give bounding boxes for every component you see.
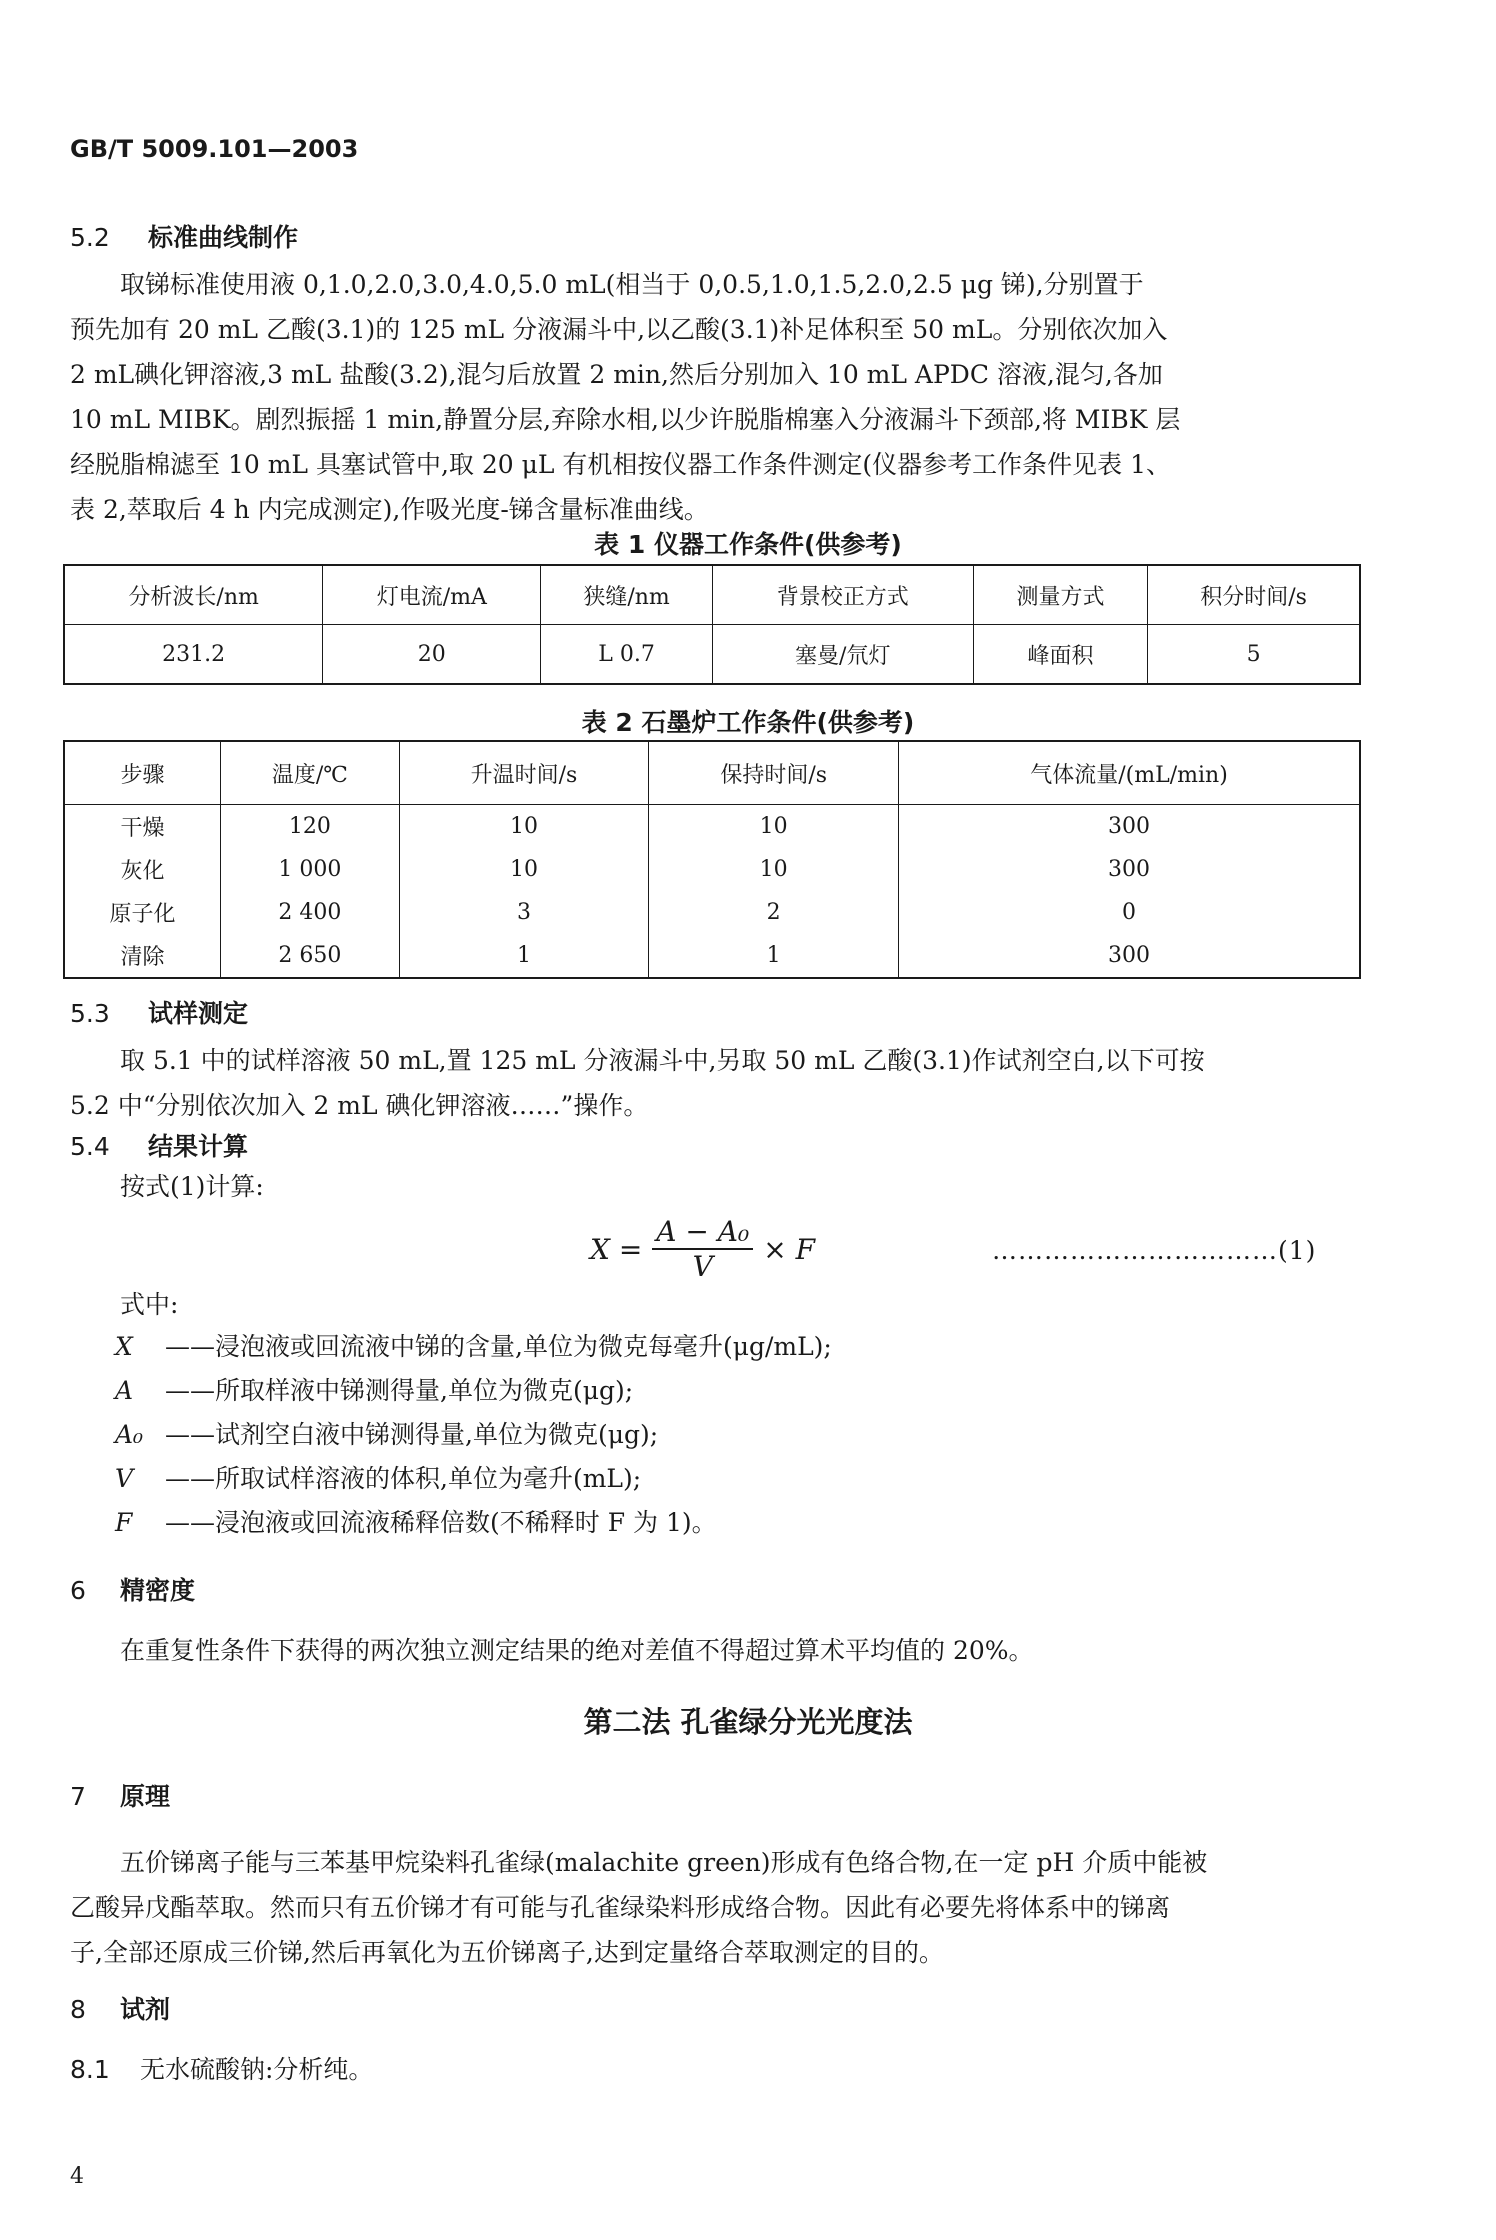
- symbol-description: ——浸泡液或回流液中锑的含量,单位为微克每毫升(μg/mL);: [165, 1332, 832, 1361]
- section-number: 5.3: [70, 999, 110, 1028]
- table-row: [64, 891, 1360, 934]
- section-title: 试剂: [120, 1995, 171, 2024]
- symbol: A: [115, 1376, 134, 1405]
- formula-rhs: × F: [763, 1232, 816, 1266]
- symbol-description: ——浸泡液或回流液稀释倍数(不稀释时 F 为 1)。: [165, 1508, 717, 1537]
- table-cell: 300: [899, 848, 1360, 891]
- text-line: 10 mL MIBK。剧烈振摇 1 min,静置分层,弃除水相,以少许脱脂棉塞入分液漏斗下颈部,将 MIBK 层: [70, 405, 1181, 434]
- section-number: 6: [70, 1576, 86, 1605]
- paragraph-8-1: [70, 2047, 373, 2092]
- section-title: 精密度: [120, 1576, 196, 1605]
- table-cell: 2 400: [221, 891, 400, 934]
- formula-denominator: V: [692, 1250, 713, 1283]
- text-line: 五价锑离子能与三苯基甲烷染料孔雀绿(malachite green)形成有色络合物,在一定 pH 介质中能被: [120, 1848, 1208, 1877]
- text-line: 2 mL碘化钾溶液,3 mL 盐酸(3.2),混匀后放置 2 min,然后分别加入 10 mL APDC 溶液,混匀,各加: [70, 360, 1163, 389]
- table-cell: 5: [1148, 625, 1360, 685]
- table-header-cell: 积分时间/s: [1148, 565, 1360, 625]
- section-number: 8: [70, 1995, 86, 2024]
- table-cell: 20: [323, 625, 541, 685]
- paragraph-7: [70, 1840, 1355, 1975]
- symbol: X: [115, 1332, 133, 1361]
- section-number: 5.2: [70, 223, 110, 252]
- section-heading-5-2: [70, 218, 298, 254]
- section-number: 7: [70, 1782, 86, 1811]
- table1: [63, 564, 1361, 685]
- text-line: 子,全部还原成三价锑,然后再氧化为五价锑离子,达到定量络合萃取测定的目的。: [70, 1938, 944, 1967]
- section-heading-5-3: [70, 994, 248, 1030]
- table-cell: 10: [399, 805, 649, 849]
- table-header-cell: 灯电流/mA: [323, 565, 541, 625]
- symbol-description: ——试剂空白液中锑测得量,单位为微克(μg);: [165, 1420, 659, 1449]
- formula-fraction: [652, 1215, 753, 1283]
- section-number: 8.1: [70, 2055, 110, 2084]
- table-cell: 10: [399, 848, 649, 891]
- table-cell: 1 000: [221, 848, 400, 891]
- table-cell: 300: [899, 805, 1360, 849]
- symbol-definition: [115, 1503, 717, 1539]
- table-header-cell: 保持时间/s: [649, 741, 899, 805]
- text-line: 取锑标准使用液 0,1.0,2.0,3.0,4.0,5.0 mL(相当于 0,0.5,1.0,1.5,2.0,2.5 μg 锑),分别置于: [120, 270, 1144, 299]
- standard-code: GB/T 5009.101—2003: [70, 135, 359, 163]
- symbol: V: [115, 1464, 134, 1493]
- table-header-cell: 狭缝/nm: [541, 565, 713, 625]
- symbol-definition: [115, 1371, 633, 1407]
- section-heading-6: [70, 1571, 195, 1607]
- table-cell: 300: [899, 934, 1360, 978]
- section-title: 结果计算: [148, 1132, 249, 1161]
- table2: [63, 740, 1361, 979]
- table-cell: 10: [649, 805, 899, 849]
- table-header-cell: 升温时间/s: [399, 741, 649, 805]
- formula-intro: 按式(1)计算:: [120, 1172, 264, 1201]
- table-row: [64, 848, 1360, 891]
- symbol-description: ——所取试样溶液的体积,单位为毫升(mL);: [165, 1464, 642, 1493]
- formula-numerator: A − A₀: [652, 1215, 753, 1250]
- table-cell: 2: [649, 891, 899, 934]
- table-row: [64, 805, 1360, 849]
- table-header-cell: 背景校正方式: [712, 565, 973, 625]
- table-cell: 0: [899, 891, 1360, 934]
- table2-caption: 表 2 石墨炉工作条件(供参考): [581, 708, 915, 737]
- paragraph-text: 无水硫酸钠:分析纯。: [140, 2055, 374, 2084]
- section-title: 原理: [120, 1782, 171, 1811]
- paragraph-6: 在重复性条件下获得的两次独立测定结果的绝对差值不得超过算术平均值的 20%。: [120, 1636, 1034, 1665]
- table-cell: 1: [399, 934, 649, 978]
- table-header-cell: 气体流量/(mL/min): [899, 741, 1360, 805]
- table-cell: 干燥: [64, 805, 221, 849]
- table-cell: 灰化: [64, 848, 221, 891]
- table-header-row: [64, 565, 1360, 625]
- table-header-row: [64, 741, 1360, 805]
- symbol-definition: [115, 1327, 832, 1363]
- table-header-cell: 步骤: [64, 741, 221, 805]
- formula: [590, 1215, 815, 1283]
- table-cell: 峰面积: [973, 625, 1148, 685]
- section-heading-5-4: [70, 1127, 248, 1163]
- section-heading-8: [70, 1990, 170, 2026]
- symbol-description: ——所取样液中锑测得量,单位为微克(μg);: [165, 1376, 634, 1405]
- formula-number: ……………………………(1): [992, 1236, 1317, 1265]
- section-title: 试样测定: [148, 999, 249, 1028]
- section-heading-7: [70, 1777, 170, 1813]
- method-title: 第二法 孔雀绿分光光度法: [583, 1705, 913, 1739]
- table-cell: 231.2: [64, 625, 323, 685]
- table-cell: 2 650: [221, 934, 400, 978]
- table-cell: L 0.7: [541, 625, 713, 685]
- paragraph-5-2: [70, 262, 1355, 532]
- section-title: 标准曲线制作: [148, 223, 299, 252]
- table-cell: 10: [649, 848, 899, 891]
- text-line: 5.2 中“分别依次加入 2 mL 碘化钾溶液……”操作。: [70, 1091, 649, 1120]
- table-cell: 原子化: [64, 891, 221, 934]
- text-line: 经脱脂棉滤至 10 mL 具塞试管中,取 20 μL 有机相按仪器工作条件测定(仪器参考工作条件见表 1、: [70, 450, 1172, 479]
- table-cell: 3: [399, 891, 649, 934]
- table-row: [64, 934, 1360, 978]
- text-line: 预先加有 20 mL 乙酸(3.1)的 125 mL 分液漏斗中,以乙酸(3.1)补足体积至 50 mL。分别依次加入: [70, 315, 1168, 344]
- formula-lhs: X =: [590, 1232, 643, 1266]
- table-header-cell: 分析波长/nm: [64, 565, 323, 625]
- symbol-definition: [115, 1459, 641, 1495]
- table-cell: 1: [649, 934, 899, 978]
- section-number: 5.4: [70, 1132, 110, 1161]
- text-line: 表 2,萃取后 4 h 内完成测定),作吸光度-锑含量标准曲线。: [70, 495, 709, 524]
- symbol: A₀: [115, 1420, 144, 1449]
- table-row: [64, 625, 1360, 685]
- symbol-definition: [115, 1415, 658, 1451]
- symbol: F: [115, 1508, 133, 1537]
- table-cell: 120: [221, 805, 400, 849]
- page-number: 4: [70, 2164, 84, 2189]
- text-line: 乙酸异戊酯萃取。然而只有五价锑才有可能与孔雀绿染料形成络合物。因此有必要先将体系中的锑离: [70, 1893, 1171, 1922]
- table-cell: 塞曼/氘灯: [712, 625, 973, 685]
- table-header-cell: 测量方式: [973, 565, 1148, 625]
- paragraph-5-3: [70, 1038, 1355, 1128]
- table-header-cell: 温度/℃: [221, 741, 400, 805]
- where-label: 式中:: [120, 1290, 179, 1319]
- text-line: 取 5.1 中的试样溶液 50 mL,置 125 mL 分液漏斗中,另取 50 mL 乙酸(3.1)作试剂空白,以下可按: [120, 1046, 1205, 1075]
- table1-caption: 表 1 仪器工作条件(供参考): [594, 530, 902, 559]
- table-cell: 清除: [64, 934, 221, 978]
